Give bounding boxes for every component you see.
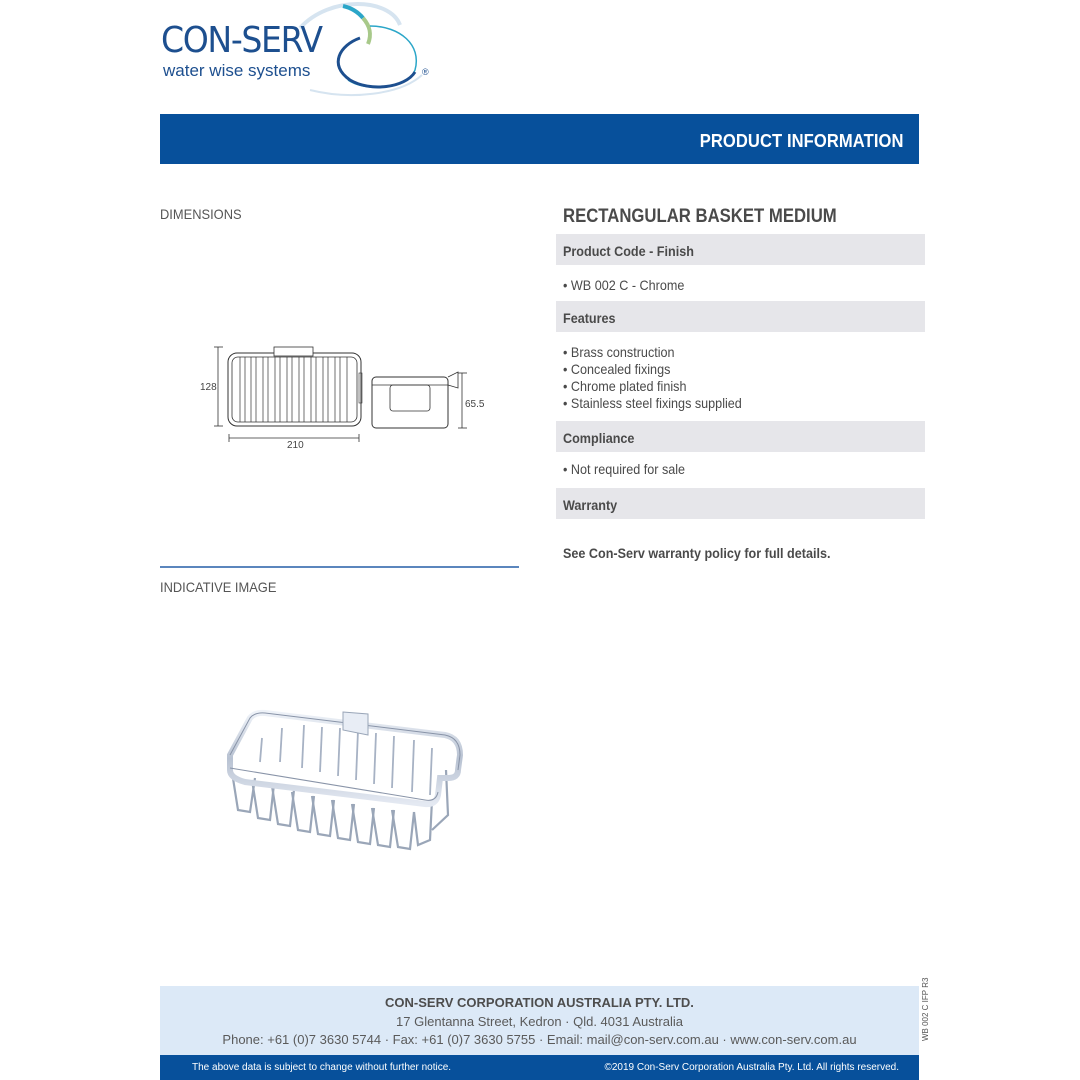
disclaimer: The above data is subject to change without further notice. — [192, 1062, 452, 1073]
list-item: • Brass construction — [563, 344, 675, 360]
section-header-features — [556, 301, 925, 332]
company-address: 17 Glentanna Street, Kedron · Qld. 4031 Australia — [396, 1014, 683, 1029]
list-item: • WB 002 C - Chrome — [563, 277, 685, 293]
dimensions-label: DIMENSIONS — [160, 206, 242, 222]
section-heading: Features — [563, 310, 616, 326]
logo-wordmark: CON-SERV — [161, 20, 322, 61]
list-item: • Chrome plated finish — [563, 378, 687, 394]
list-item: • Concealed fixings — [563, 361, 671, 377]
warranty-note: See Con-Serv warranty policy for full details. — [563, 545, 831, 561]
indicative-image-label: INDICATIVE IMAGE — [160, 579, 277, 595]
document-code: WB 002 C IFP R3 — [921, 977, 930, 1041]
company-name: CON-SERV CORPORATION AUSTRALIA PTY. LTD. — [385, 995, 694, 1010]
section-header-compliance — [556, 421, 925, 452]
footer-contact — [160, 986, 919, 1055]
logo-tagline: water wise systems — [163, 61, 311, 80]
product-photo — [210, 700, 480, 860]
section-header-warranty — [556, 488, 925, 519]
features-list — [563, 344, 742, 412]
dim-width-text: 210 — [287, 440, 304, 451]
list-item: • Stainless steel fixings supplied — [563, 395, 742, 411]
section-heading: Warranty — [563, 497, 618, 513]
dim-depth-text: 65.5 — [465, 399, 485, 410]
compliance-list — [563, 461, 685, 478]
product-code-list — [563, 277, 684, 294]
dimension-drawing — [190, 330, 490, 460]
banner-title: PRODUCT INFORMATION — [700, 131, 904, 151]
company-contact: Phone: +61 (0)7 3630 5744 · Fax: +61 (0)7 3630 5755 · Email: mail@con-serv.com.au · www.con-serv.com.au — [222, 1032, 857, 1047]
section-heading: Compliance — [563, 430, 635, 446]
copyright: ©2019 Con-Serv Corporation Australia Pty. Ltd. All rights reserved. — [604, 1062, 899, 1073]
section-header-product-code — [556, 234, 925, 265]
list-item: • Not required for sale — [563, 461, 686, 477]
registered-mark: ® — [422, 67, 429, 77]
dim-height-text: 128 — [200, 382, 217, 393]
product-title: RECTANGULAR BASKET MEDIUM — [563, 206, 837, 227]
con-serv-logo — [160, 0, 440, 100]
footer-bar — [160, 1055, 919, 1080]
header-banner — [160, 114, 919, 164]
section-heading: Product Code - Finish — [563, 243, 694, 259]
section-divider — [160, 566, 519, 568]
